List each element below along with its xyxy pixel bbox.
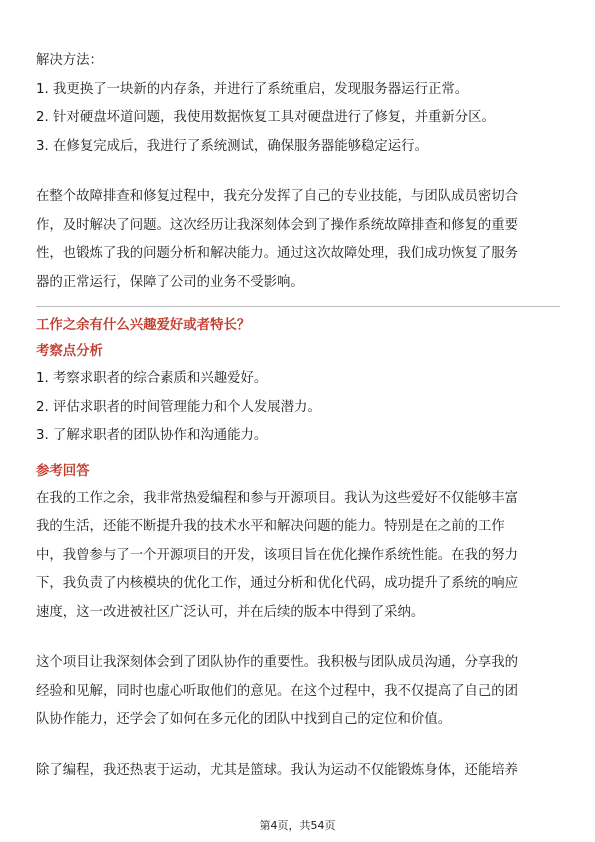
solution-heading: 解决方法：: [36, 53, 103, 68]
paragraph-gap: [36, 735, 560, 757]
answer-paragraph: [36, 485, 560, 628]
solution-item: 1. 我更换了一块新的内存条，并进行了系统重启，发现服务器运行正常。: [36, 81, 469, 97]
analysis-item: 3. 了解求职者的团队协作和沟通能力。: [36, 428, 268, 443]
answer-paragraph: [36, 649, 560, 735]
answer-line: 中，我曾参与了一个开源项目的开发，该项目旨在优化操作系统性能。在我的努力: [36, 547, 519, 563]
answer-line: 在我的工作之余，我非常热爱编程和参与开源项目。我认为这些爱好不仅能够丰富: [36, 490, 519, 506]
answer-line: 下，我负责了内核模块的优化工作，通过分析和优化代码，成功提升了系统的响应: [36, 576, 519, 591]
answer-line: 这个项目让我深刻体会到了团队协作的重要性。我积极与团队成员沟通，分享我的: [36, 655, 519, 670]
solution-item: 3. 在修复完成后，我进行了系统测试，确保服务器能够稳定运行。: [36, 138, 428, 154]
section-divider: [36, 306, 560, 307]
answer-line: 速度，这一改进被社区广泛认可，并在后续的版本中得到了采纳。: [36, 604, 425, 620]
question-title: 工作之余有什么兴趣爱好或者特长？: [36, 318, 251, 333]
paragraph-gap: [36, 161, 560, 183]
page-number: 第4页，共54页: [259, 819, 336, 832]
solution-item: 2. 针对硬盘坏道问题，我使用数据恢复工具对硬盘进行了修复，并重新分区。: [36, 110, 495, 125]
summary-line: 性，也锻炼了我的问题分析和解决能力。通过这次故障处理，我们成功恢复了服务: [36, 246, 519, 261]
summary-line: 器的正常运行，保障了公司的业务不受影响。: [36, 274, 304, 290]
analysis-item: 1. 考察求职者的综合素质和兴趣爱好。: [36, 371, 268, 386]
answer-heading: 参考回答: [36, 463, 90, 479]
summary-paragraph: [36, 183, 560, 297]
analysis-item: 2. 评估求职者的时间管理能力和个人发展潜力。: [36, 399, 321, 415]
summary-line: 在整个故障排查和修复过程中，我充分发挥了自己的专业技能，与团队成员密切合: [36, 189, 519, 204]
document-page: [36, 47, 560, 785]
analysis-heading: 考察点分析: [36, 344, 103, 359]
answer-line: 我的生活，还能不断提升我的技术水平和解决问题的能力。特别是在之前的工作: [36, 519, 505, 534]
answer-line: 除了编程，我还热衷于运动，尤其是篮球。我认为运动不仅能锻炼身体，还能培养: [36, 762, 519, 778]
answer-line: 经验和见解，同时也虚心听取他们的意见。在这个过程中，我不仅提高了自己的团: [36, 683, 519, 699]
summary-line: 作，及时解决了问题。这次经历让我深刻体会到了操作系统故障排查和修复的重要: [36, 217, 519, 233]
answer-paragraph: [36, 757, 560, 786]
paragraph-gap: [36, 627, 560, 649]
answer-line: 队协作能力，还学会了如何在多元化的团队中找到自己的定位和价值。: [36, 712, 452, 727]
